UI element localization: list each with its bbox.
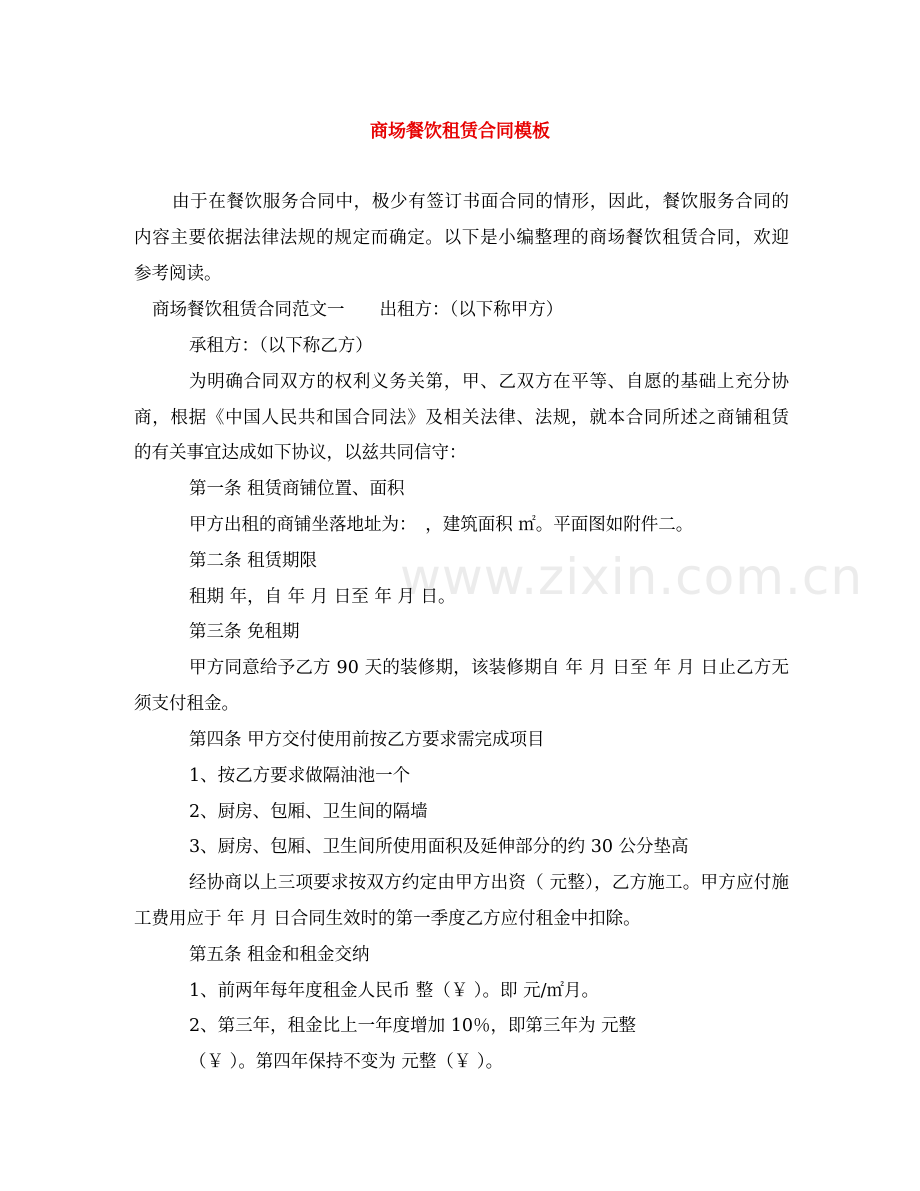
text-line: 商，根据《中国人民共和国合同法》及相关法律、法规，就本合同所述之商铺租赁: [134, 408, 789, 428]
text-line: 须支付租金。: [134, 694, 239, 714]
section-heading: 第三条 免租期: [189, 622, 300, 642]
text-line: 甲方出租的商铺坐落地址为： ，建筑面积 ㎡。平面图如附件二。: [189, 515, 694, 535]
text-line: 参考阅读。: [134, 264, 222, 284]
list-item: 3、厨房、包厢、卫生间所使用面积及延伸部分的约 30 公分垫高: [189, 837, 689, 857]
list-item: 2、厨房、包厢、卫生间的隔墙: [189, 802, 428, 822]
text-line: 工费用应于 年 月 日合同生效时的第一季度乙方应付租金中扣除。: [134, 909, 641, 929]
watermark: www.zixin.com.cn: [400, 548, 864, 606]
text-line: 内容主要依据法律法规的规定而确定。以下是小编整理的商场餐饮租赁合同，欢迎: [134, 228, 789, 248]
list-item: 2、第三年，租金比上一年度增加 10％，即第三年为 元整: [189, 1016, 637, 1036]
list-item: 1、前两年每年度租金人民币 整（￥ ）。即 元/㎡月。: [189, 981, 599, 1001]
section-heading: 第二条 租赁期限: [189, 551, 318, 571]
text-line: 租期 年，自 年 月 日至 年 月 日。: [189, 587, 456, 607]
section-heading: 第五条 租金和租金交纳: [189, 945, 370, 965]
text-line: 由于在餐饮服务合同中，极少有签订书面合同的情形，因此，餐饮服务合同的: [172, 192, 789, 212]
section-heading: 第一条 租赁商铺位置、面积: [189, 479, 405, 499]
text-line: 甲方同意给予乙方 90 天的装修期，该装修期自 年 月 日至 年 月 日止乙方无: [189, 658, 789, 678]
text-line: 承租方：（以下称乙方）: [189, 336, 373, 356]
text-line: 为明确合同双方的权利义务关第，甲、乙双方在平等、自愿的基础上充分协: [189, 372, 789, 392]
document-title: 商场餐饮租赁合同模板: [370, 121, 550, 142]
list-item: 1、按乙方要求做隔油池一个: [189, 766, 411, 786]
text-line: 的有关事宜达成如下协议，以兹共同信守：: [134, 443, 467, 463]
text-line: 经协商以上三项要求按双方约定由甲方出资（ 元整），乙方施工。甲方应付施: [189, 873, 789, 893]
text-line: 商场餐饮租赁合同范文一 出租方：（以下称甲方）: [152, 300, 564, 320]
section-heading: 第四条 甲方交付使用前按乙方要求需完成项目: [189, 730, 545, 750]
text-line: （￥ ）。第四年保持不变为 元整（￥ ）。: [189, 1052, 504, 1072]
